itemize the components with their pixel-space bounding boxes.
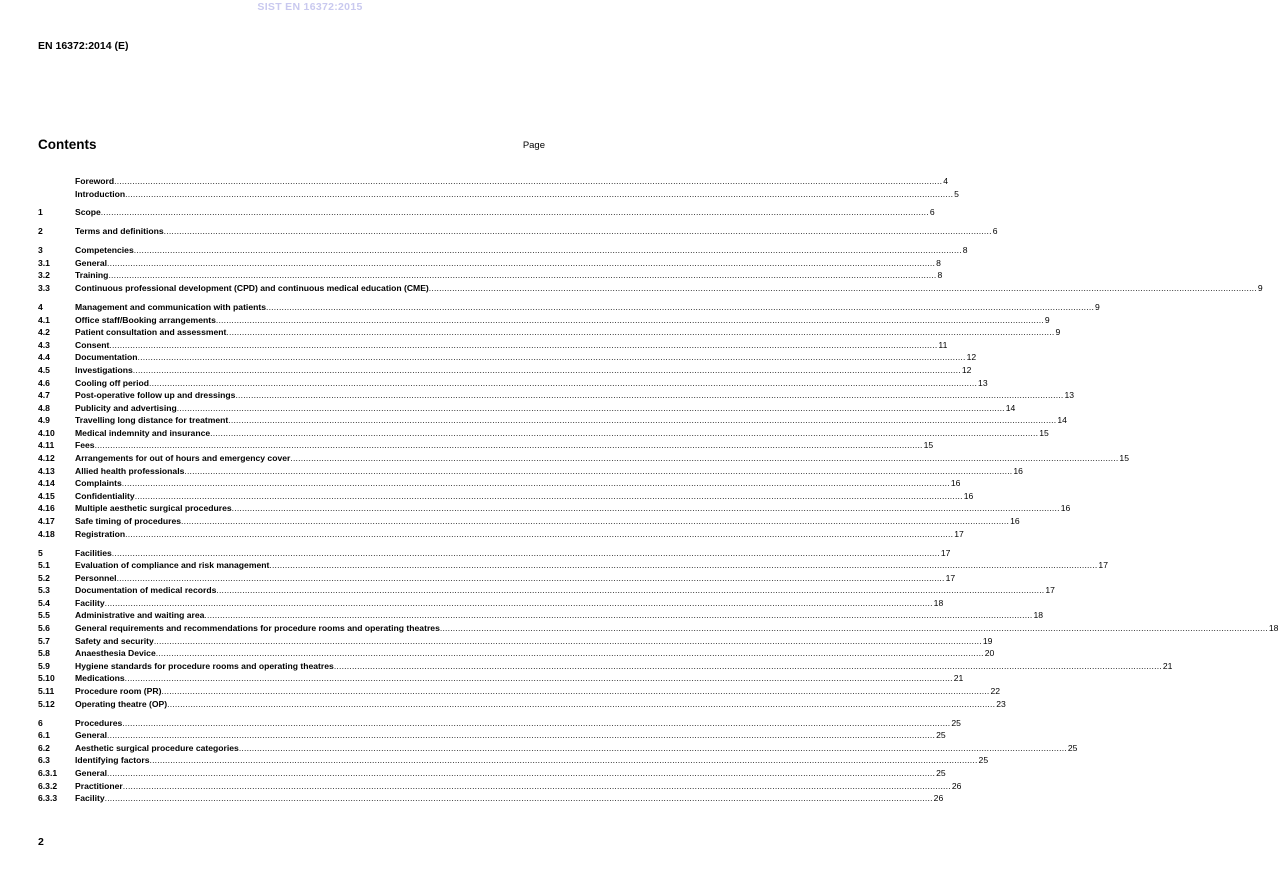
toc-entry[interactable]: [38, 269, 943, 282]
toc-section-number: 4.6: [38, 377, 50, 388]
toc-dot-leader: [156, 647, 984, 660]
toc-entry[interactable]: [38, 717, 961, 730]
toc-page-number: 5: [954, 188, 959, 199]
toc-entry[interactable]: [38, 188, 959, 201]
toc-section-title: Operating theatre (OP): [75, 698, 168, 709]
toc-section-number: 4.5: [38, 364, 50, 375]
toc-dot-leader: [101, 206, 929, 219]
toc-entry[interactable]: [38, 754, 989, 767]
toc-dot-leader: [133, 364, 961, 377]
toc-dot-leader: [440, 622, 1268, 635]
toc-section-title: Multiple aesthetic surgical procedures: [75, 503, 232, 514]
toc-entry[interactable]: [38, 559, 1108, 572]
toc-dot-leader: [164, 225, 992, 238]
toc-section-title: Hygiene standards for procedure rooms and operating theatres: [75, 660, 334, 671]
toc-entry[interactable]: [38, 792, 944, 805]
toc-section-number: 5.6: [38, 623, 50, 634]
toc-section-number: 4.1: [38, 314, 50, 325]
toc-section-number: 4.14: [38, 478, 55, 489]
toc-section-title: Patient consultation and assessment: [75, 327, 227, 338]
toc-section-title: Practitioner: [75, 780, 123, 791]
toc-page-number: 8: [937, 270, 943, 281]
toc-section-number: 6.3.1: [38, 767, 58, 778]
toc-page-number: 13: [1064, 390, 1075, 401]
toc-page-number: 8: [936, 257, 941, 268]
toc-section-number: 4: [38, 301, 43, 312]
page-number: 2: [38, 836, 44, 848]
toc-dot-leader: [107, 729, 935, 742]
toc-entry[interactable]: [38, 175, 948, 188]
toc-dot-leader: [134, 244, 962, 257]
toc-entry[interactable]: [38, 660, 1173, 673]
toc-page-number: 13: [978, 377, 988, 388]
toc-page-number: 18: [1033, 610, 1044, 621]
toc-section-title: Post-operative follow up and dressings: [75, 390, 236, 401]
toc-section-number: 5.9: [38, 660, 50, 671]
toc-section-number: 5.3: [38, 585, 50, 596]
toc-dot-leader: [114, 175, 942, 188]
toc-page-number: 8: [962, 245, 968, 256]
toc-dot-leader: [429, 282, 1257, 295]
toc-dot-leader: [105, 792, 933, 805]
toc-page-number: 20: [984, 648, 995, 659]
toc-entry[interactable]: [38, 698, 1006, 711]
toc-section-number: 4.18: [38, 528, 55, 539]
toc-entry[interactable]: [38, 547, 951, 560]
toc-dot-leader: [112, 547, 940, 560]
toc-section-number: 5.12: [38, 698, 55, 709]
toc-section-title: Office staff/Booking arrangements: [75, 314, 216, 325]
toc-section-title: Facility: [75, 793, 105, 804]
toc-section-number: 5.8: [38, 648, 50, 659]
toc-entry[interactable]: [38, 647, 995, 660]
toc-dot-leader: [117, 572, 945, 585]
toc-page-number: 21: [1162, 660, 1173, 671]
toc-page-number: 25: [951, 717, 961, 728]
toc-section-title: Documentation: [75, 352, 138, 363]
toc-page-number: 14: [1057, 415, 1067, 426]
toc-dot-leader: [135, 490, 963, 503]
toc-section-title: Medical indemnity and insurance: [75, 427, 211, 438]
toc-section-title: Competencies: [75, 245, 134, 256]
toc-section-title: Anaesthesia Device: [75, 648, 156, 659]
toc-section-number: 5.1: [38, 560, 50, 571]
watermark: SIST EN 16372:2015: [257, 1, 363, 13]
toc-entry[interactable]: [38, 301, 1100, 314]
toc-section-number: 4.9: [38, 415, 50, 426]
toc-page-number: 18: [1268, 623, 1278, 634]
toc-entry[interactable]: [38, 402, 1016, 415]
toc-section-number: 4.10: [38, 427, 55, 438]
page-column-label: Page: [522, 140, 545, 151]
toc-dot-leader: [177, 402, 1005, 415]
toc-dot-leader: [226, 326, 1054, 339]
toc-page-number: 15: [1039, 427, 1049, 438]
toc-entry[interactable]: [38, 282, 1263, 295]
toc-section-title: Facility: [75, 597, 105, 608]
toc-dot-leader: [167, 698, 995, 711]
toc-dot-leader: [122, 717, 950, 730]
toc-page-number: 17: [940, 547, 951, 558]
toc-page-number: 23: [996, 698, 1006, 709]
toc-entry[interactable]: [38, 389, 1075, 402]
toc-section-number: 3: [38, 245, 43, 256]
toc-entry[interactable]: [38, 427, 1049, 440]
toc-page-number: 14: [1005, 402, 1016, 413]
toc-entry[interactable]: [38, 364, 972, 377]
toc-page-number: 4: [943, 176, 948, 186]
toc-entry[interactable]: [38, 515, 1020, 528]
toc-dot-leader: [125, 672, 953, 685]
toc-section-title: General: [75, 767, 108, 778]
toc-section-title: Terms and definitions: [75, 226, 164, 237]
toc-entry[interactable]: [38, 767, 946, 780]
toc-section-title: Documentation of medical records: [75, 585, 217, 596]
toc-section-title: Identifying factors: [75, 755, 150, 766]
toc-entry[interactable]: [38, 490, 974, 503]
toc-section-number: 5.5: [38, 610, 50, 621]
toc-section-number: 1: [38, 207, 43, 218]
table-of-contents: [38, 175, 1278, 805]
toc-section-title: General: [75, 257, 108, 268]
toc-section-title: Allied health professionals: [75, 465, 185, 476]
toc-page-number: 19: [982, 635, 993, 646]
toc-page-number: 9: [1044, 314, 1050, 325]
toc-section-title: General: [75, 730, 108, 741]
toc-section-title: Procedures: [75, 717, 123, 728]
toc-section-number: 4.16: [38, 503, 55, 514]
toc-dot-leader: [232, 502, 1060, 515]
toc-section-number: 5.11: [38, 686, 55, 697]
toc-entry[interactable]: [38, 584, 1055, 597]
toc-dot-leader: [204, 609, 1032, 622]
toc-section-number: 6.3: [38, 755, 50, 766]
toc-section-number: 4.7: [38, 390, 50, 401]
toc-section-number: 3.2: [38, 270, 50, 281]
toc-section-title: Introduction: [75, 188, 126, 199]
toc-page-number: 12: [966, 352, 977, 363]
toc-dot-leader: [161, 685, 989, 698]
toc-dot-leader: [334, 660, 1162, 673]
toc-entry[interactable]: [38, 742, 1078, 755]
toc-dot-leader: [239, 742, 1067, 755]
toc-dot-leader: [150, 754, 978, 767]
toc-page-number: 17: [945, 572, 956, 583]
toc-page-number: 22: [990, 686, 1001, 697]
toc-section-number: 6.3.2: [38, 780, 58, 791]
toc-dot-leader: [95, 439, 923, 452]
toc-dot-leader: [109, 339, 937, 352]
toc-entry[interactable]: [38, 339, 948, 352]
toc-section-number: 4.13: [38, 465, 55, 476]
toc-page-number: 6: [929, 207, 935, 218]
toc-entry[interactable]: [38, 528, 964, 541]
toc-section-title: Training: [75, 270, 109, 281]
toc-section-title: Evaluation of compliance and risk management: [75, 560, 270, 571]
toc-section-number: 4.11: [38, 440, 55, 451]
toc-page-number: 17: [954, 528, 964, 539]
toc-section-title: Scope: [75, 207, 101, 218]
toc-entry[interactable]: [38, 635, 993, 648]
toc-section-number: 5.10: [38, 673, 55, 684]
toc-section-number: 4.3: [38, 339, 50, 350]
toc-section-number: 6: [38, 717, 43, 728]
toc-section-number: 2: [38, 226, 43, 237]
toc-page-number: 17: [1045, 585, 1055, 596]
toc-dot-leader: [125, 528, 953, 541]
toc-page-number: 21: [953, 673, 964, 684]
toc-page-number: 17: [1098, 560, 1108, 571]
toc-page-number: 16: [1013, 465, 1023, 476]
toc-dot-leader: [107, 257, 935, 270]
toc-section-number: 4.8: [38, 402, 50, 413]
toc-section-title: Administrative and waiting area: [75, 610, 205, 621]
toc-section-title: Registration: [75, 528, 126, 539]
toc-section-number: 6.1: [38, 730, 50, 741]
contents-heading: Contents: [38, 137, 97, 152]
toc-section-number: 4.2: [38, 327, 50, 338]
toc-section-number: 5.2: [38, 572, 50, 583]
toc-entry[interactable]: [38, 257, 941, 270]
toc-entry[interactable]: [38, 572, 956, 585]
toc-page-number: 18: [933, 597, 944, 608]
toc-dot-leader: [122, 477, 950, 490]
toc-page-number: 6: [992, 226, 998, 237]
toc-entry[interactable]: [38, 502, 1071, 515]
toc-dot-leader: [125, 188, 953, 201]
toc-entry[interactable]: [38, 477, 961, 490]
toc-dot-leader: [105, 597, 933, 610]
toc-section-number: 5: [38, 547, 43, 558]
toc-section-title: Foreword: [75, 176, 115, 186]
toc-section-title: Investigations: [75, 364, 133, 375]
toc-entry[interactable]: [38, 452, 1129, 465]
toc-section-title: Medications: [75, 673, 125, 684]
toc-dot-leader: [154, 635, 982, 648]
toc-section-title: Facilities: [75, 547, 112, 558]
toc-dot-leader: [181, 515, 1009, 528]
toc-section-title: Personnel: [75, 572, 117, 583]
toc-entry[interactable]: [38, 326, 1061, 339]
toc-entry[interactable]: [38, 414, 1067, 427]
toc-dot-leader: [108, 269, 936, 282]
toc-entry[interactable]: [38, 609, 1044, 622]
toc-section-title: Management and communication with patients: [75, 301, 266, 312]
toc-section-title: Continuous professional development (CPD) and continuous medical education (CME): [75, 283, 429, 294]
toc-section-number: 4.4: [38, 352, 50, 363]
toc-entry[interactable]: [38, 685, 1001, 698]
toc-page-number: 15: [923, 440, 934, 451]
toc-dot-leader: [216, 314, 1044, 327]
toc-section-title: Cooling off period: [75, 377, 149, 388]
toc-section-number: 6.2: [38, 742, 50, 753]
toc-page-number: 11: [938, 339, 948, 350]
toc-dot-leader: [107, 767, 935, 780]
toc-entry[interactable]: [38, 314, 1050, 327]
document-id: EN 16372:2014 (E): [38, 40, 129, 52]
toc-dot-leader: [216, 584, 1044, 597]
toc-entry[interactable]: [38, 622, 1278, 635]
toc-page-number: 26: [933, 793, 944, 804]
toc-page-number: 9: [1257, 283, 1263, 294]
toc-entry[interactable]: [38, 672, 964, 685]
toc-entry[interactable]: [38, 377, 988, 390]
toc-page-number: 16: [963, 490, 974, 501]
toc-section-title: Safety and security: [75, 635, 154, 646]
toc-section-number: 4.12: [38, 453, 55, 464]
toc-section-title: General requirements and recommendations for procedure rooms and operating theatres: [75, 623, 440, 634]
toc-dot-leader: [290, 452, 1118, 465]
toc-section-title: Publicity and advertising: [75, 402, 177, 413]
toc-page-number: 15: [1119, 453, 1129, 464]
toc-section-title: Consent: [75, 339, 110, 350]
toc-entry[interactable]: [38, 225, 998, 238]
toc-entry[interactable]: [38, 351, 977, 364]
toc-dot-leader: [235, 389, 1063, 402]
toc-dot-leader: [138, 351, 966, 364]
toc-section-number: 4.17: [38, 516, 55, 527]
toc-dot-leader: [210, 427, 1038, 440]
toc-page-number: 25: [936, 767, 946, 778]
toc-page-number: 12: [961, 364, 972, 375]
toc-page-number: 26: [951, 780, 962, 791]
toc-section-title: Procedure room (PR): [75, 686, 162, 697]
toc-entry[interactable]: [38, 439, 934, 452]
toc-page-number: 9: [1055, 327, 1061, 338]
toc-page-number: 16: [1060, 503, 1071, 514]
toc-section-title: Safe timing of procedures: [75, 516, 182, 527]
toc-dot-leader: [123, 780, 951, 793]
toc-page-number: 25: [936, 730, 946, 741]
toc-dot-leader: [228, 414, 1056, 427]
toc-page-number: 16: [950, 478, 961, 489]
toc-page-number: 25: [978, 755, 989, 766]
toc-page-number: 9: [1095, 301, 1100, 312]
toc-section-title: Aesthetic surgical procedure categories: [75, 742, 239, 753]
toc-section-title: Confidentiality: [75, 490, 135, 501]
toc-entry[interactable]: [38, 597, 944, 610]
toc-entry[interactable]: [38, 465, 1023, 478]
toc-section-number: 5.7: [38, 635, 50, 646]
toc-dot-leader: [266, 301, 1094, 314]
toc-dot-leader: [149, 377, 977, 390]
toc-entry[interactable]: [38, 244, 968, 257]
toc-section-title: Complaints: [75, 478, 122, 489]
toc-section-title: Travelling long distance for treatment: [75, 415, 229, 426]
toc-entry[interactable]: [38, 206, 935, 219]
toc-section-number: 3.3: [38, 283, 50, 294]
toc-section-number: 4.15: [38, 490, 55, 501]
toc-section-number: 3.1: [38, 257, 50, 268]
toc-dot-leader: [184, 465, 1012, 478]
toc-section-number: 5.4: [38, 597, 50, 608]
toc-section-title: Fees: [75, 440, 95, 451]
toc-page-number: 25: [1067, 742, 1078, 753]
toc-dot-leader: [269, 559, 1097, 572]
toc-section-title: Arrangements for out of hours and emergency cover: [75, 453, 291, 464]
toc-entry[interactable]: [38, 780, 962, 793]
toc-section-number: 6.3.3: [38, 793, 58, 804]
toc-entry[interactable]: [38, 729, 946, 742]
toc-page-number: 16: [1010, 516, 1020, 527]
